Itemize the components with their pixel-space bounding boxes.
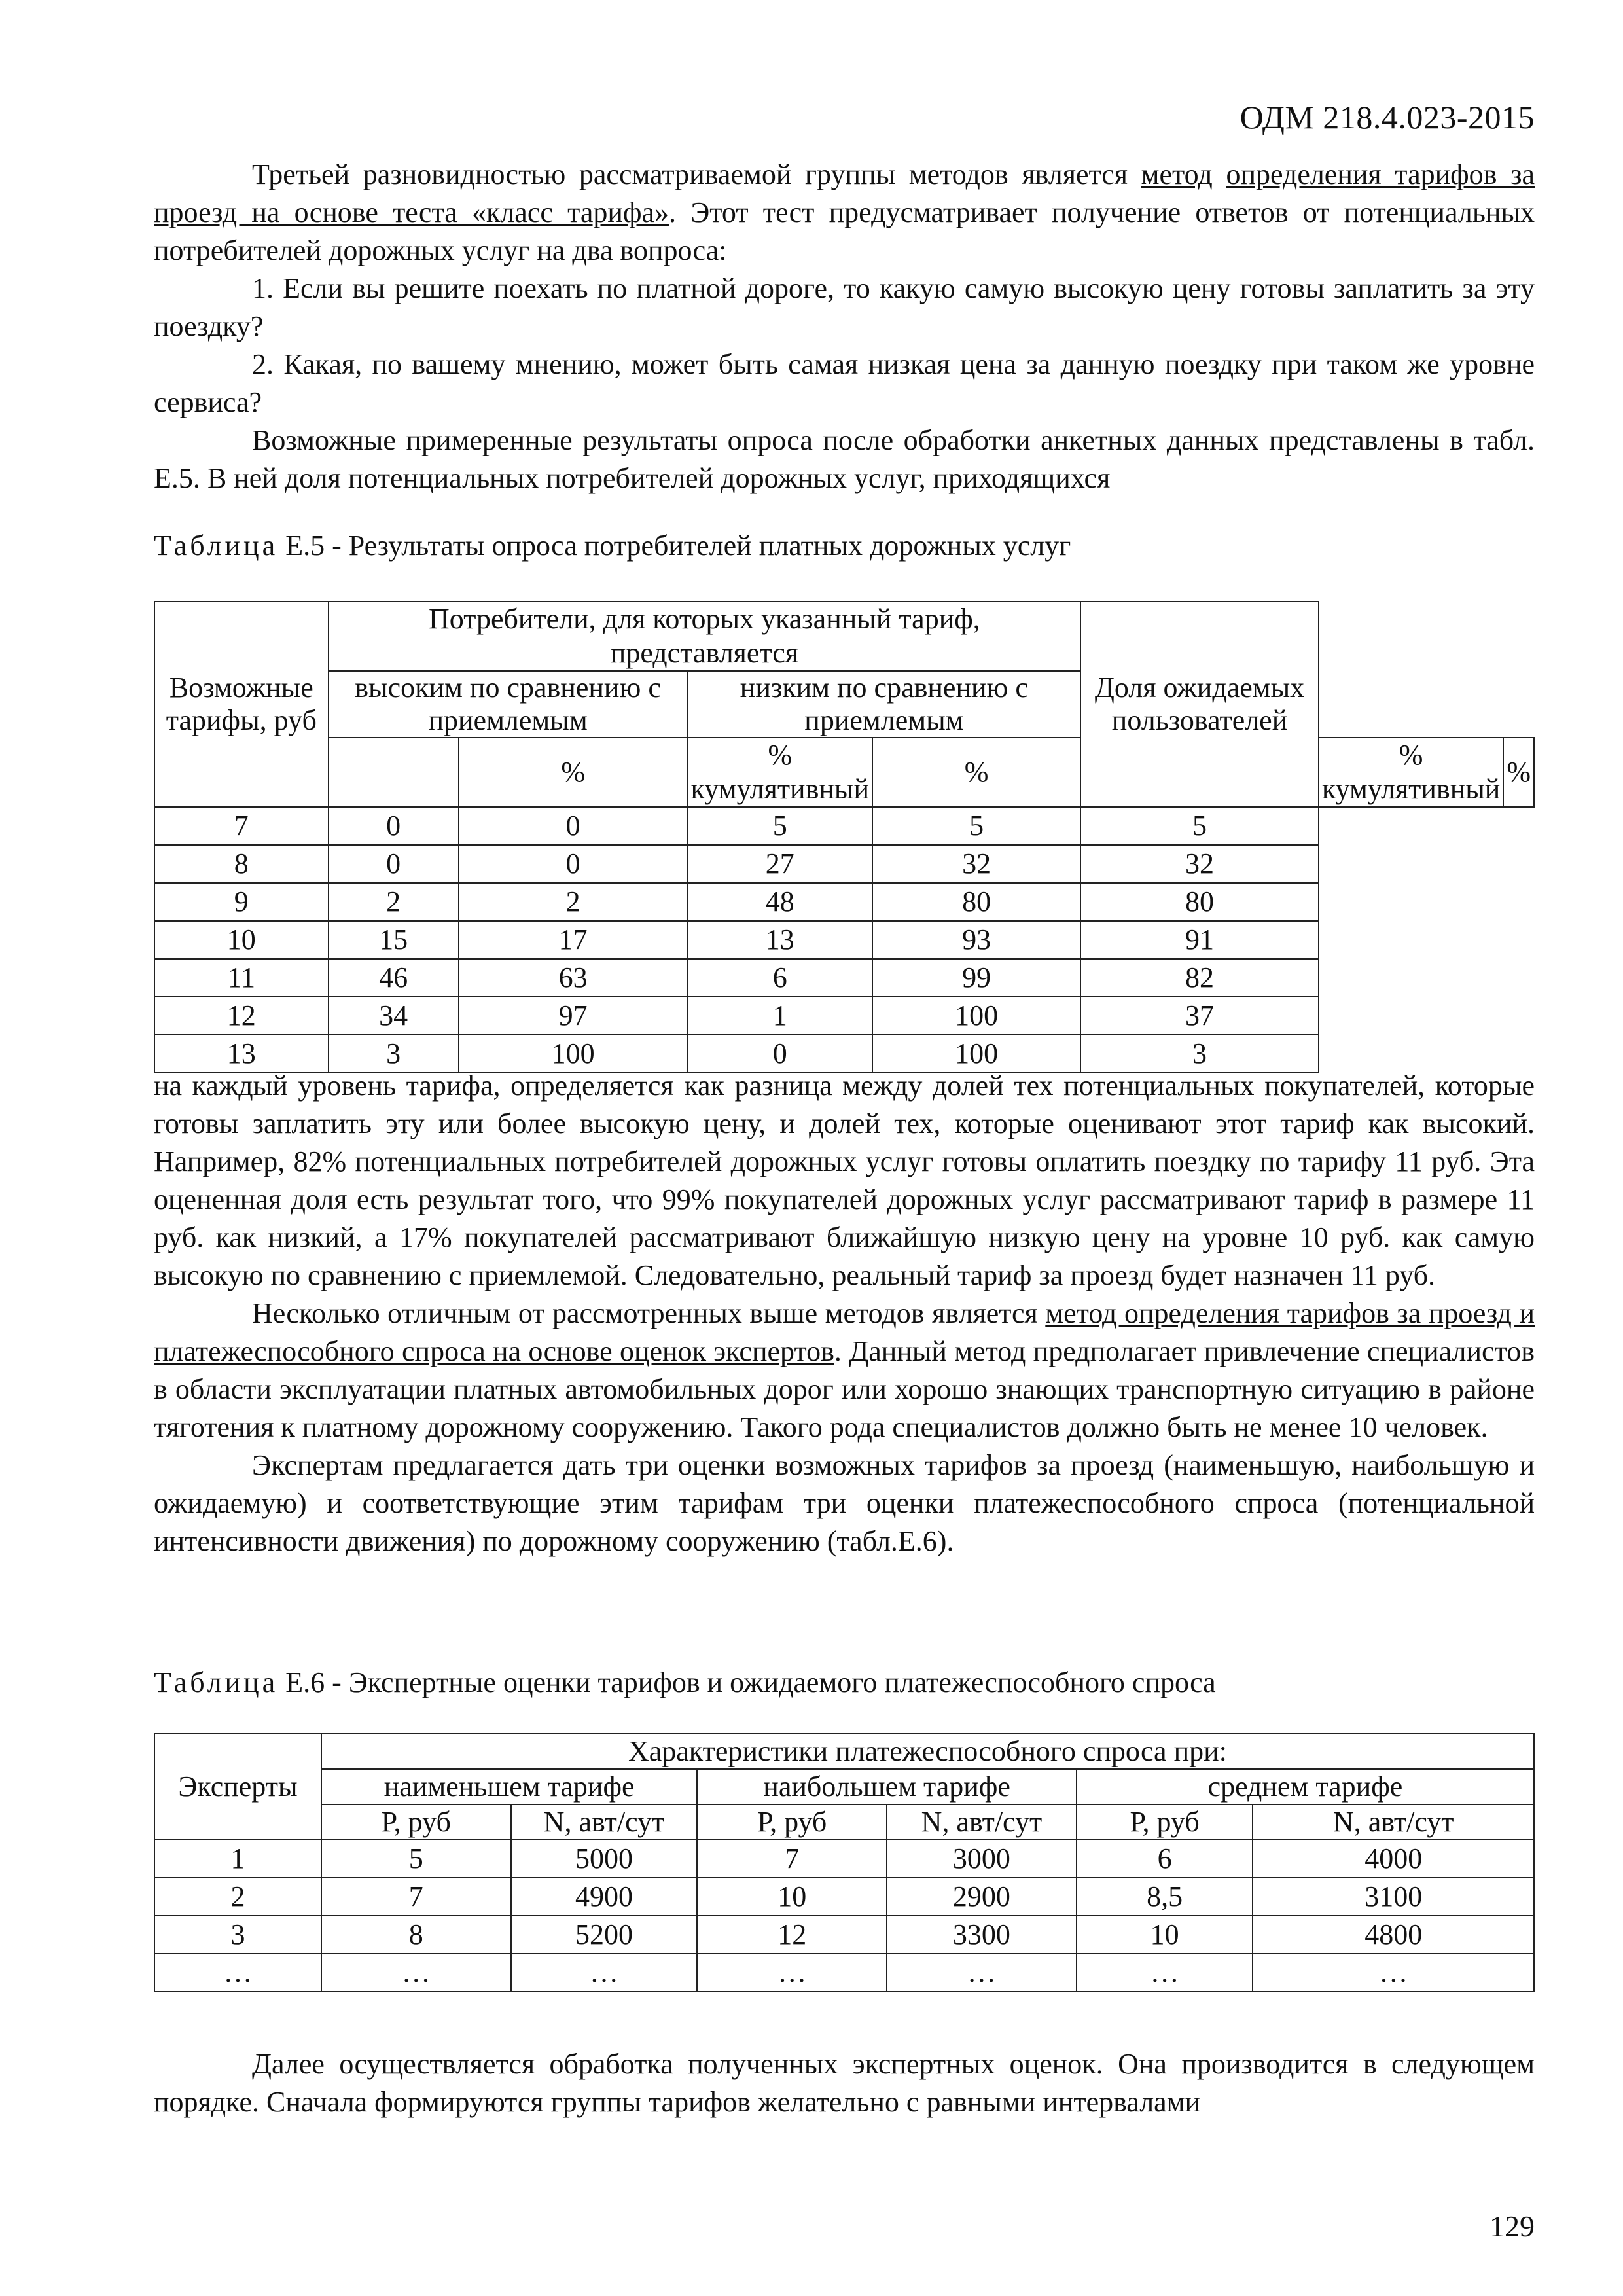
table-cell: 3100 <box>1253 1878 1534 1916</box>
table-e5-row <box>154 959 1534 997</box>
document-code-header: ОДМ 218.4.023-2015 <box>1240 99 1535 135</box>
table-cell: 27 <box>688 845 872 883</box>
header-demand-chars: Характеристики платежеспособного спроса при: <box>321 1734 1534 1769</box>
method-link-underline: метод <box>1141 158 1213 190</box>
table-cell: 32 <box>1080 845 1319 883</box>
table-e6-caption: Таблица Е.6 - Экспертные оценки тарифов и ожидаемого платежеспособного спроса <box>154 1666 1216 1698</box>
table-cell: 10 <box>697 1878 887 1916</box>
header-experts: Эксперты <box>154 1734 321 1840</box>
table-cell: … <box>511 1954 698 1992</box>
table-cell: 2900 <box>887 1878 1077 1916</box>
table-cell: 2 <box>329 883 459 921</box>
table-cell: 80 <box>1080 883 1319 921</box>
header-n-max: N, авт/сут <box>887 1804 1077 1840</box>
table-cell: … <box>321 1954 511 1992</box>
table-e5-caption: Таблица Е.5 - Результаты опроса потребителей платных дорожных услуг <box>154 529 1071 562</box>
header-p-min: Р, руб <box>321 1804 511 1840</box>
table-cell: 100 <box>459 1035 688 1073</box>
table-cell: 2 <box>459 883 688 921</box>
page-number: 129 <box>1489 2210 1535 2243</box>
table-cell: 8,5 <box>1077 1878 1253 1916</box>
paragraph-intro: Третьей разновидностью рассматриваемой группы методов является метод определения тарифов за проезд на основе теста «класс тарифа». Этот тест предусматривает получение ответов от потенциальных потребителей дорожных услуг на два вопроса: <box>154 158 1535 266</box>
table-cell: … <box>697 1954 887 1992</box>
table-cell: 3000 <box>887 1840 1077 1878</box>
table-e6-row <box>154 1916 1534 1954</box>
table-e5 <box>154 601 1535 1073</box>
table-cell: 32 <box>872 845 1080 883</box>
table-cell: 6 <box>688 959 872 997</box>
table-cell: 100 <box>872 1035 1080 1073</box>
table-cell: 9 <box>154 883 329 921</box>
header-tariffs: Возможные тарифы, руб <box>154 601 329 807</box>
question-1: 1. Если вы решите поехать по платной дороге, то какую самую высокую цену готовы заплатить за эту поездку? <box>154 272 1535 342</box>
table-cell: 4000 <box>1253 1840 1534 1878</box>
table-cell: 82 <box>1080 959 1319 997</box>
table-cell: 12 <box>697 1916 887 1954</box>
table-cell: 5 <box>1080 807 1319 845</box>
table-cell: 100 <box>872 997 1080 1035</box>
table-cell: 6 <box>1077 1840 1253 1878</box>
table-cell: 5 <box>872 807 1080 845</box>
header-p-avg: Р, руб <box>1077 1804 1253 1840</box>
table-cell: 11 <box>154 959 329 997</box>
table-e6-row <box>154 1840 1534 1878</box>
table-cell: … <box>154 1954 321 1992</box>
table-e5-row <box>154 883 1534 921</box>
table-cell: 7 <box>154 807 329 845</box>
header-share-pct: % <box>1503 738 1534 807</box>
table-cell: 48 <box>688 883 872 921</box>
header-consumers: Потребители, для которых указанный тариф, представляется <box>329 601 1081 671</box>
table-cell: 10 <box>1077 1916 1253 1954</box>
table-e6 <box>154 1733 1535 1992</box>
intro-text <box>154 156 1535 497</box>
table-cell: 3300 <box>887 1916 1077 1954</box>
header-empty <box>329 738 459 807</box>
table-cell: 4800 <box>1253 1916 1534 1954</box>
table-cell: 5200 <box>511 1916 698 1954</box>
middle-text <box>154 1067 1535 1560</box>
table-cell: 0 <box>329 845 459 883</box>
paragraph-expert-task: Экспертам предлагается дать три оценки возможных тарифов за проезд (наименьшую, наибольшую и ожидаемую) и соответствующие этим тарифам три оценки платежеспособного спроса (потенциальной интенсивности движения) по дорожному сооружению (табл.Е.6). <box>154 1449 1535 1557</box>
table-e6-row <box>154 1878 1534 1916</box>
table-cell: 7 <box>697 1840 887 1878</box>
table-cell: 93 <box>872 921 1080 959</box>
header-low-cum: % кумулятивный <box>1319 738 1503 807</box>
table-cell: 17 <box>459 921 688 959</box>
table-cell: 99 <box>872 959 1080 997</box>
table-cell: … <box>887 1954 1077 1992</box>
table-cell: 1 <box>154 1840 321 1878</box>
paragraph-explanation: на каждый уровень тарифа, определяется как разница между долей тех потенциальных покупателей, которые готовы заплатить эту или более высокую цену, и долей тех, которые оценивают этот тариф как высокий. Например, 82% потенциальных потребителей дорожных услуг готовы оплатить поездку по тарифу 11 руб. Эта оцененная доля есть результат того, что 99% покупателей дорожных услуг рассматривают тариф в размере 11 руб. как низкий, а 17% покупателей рассматривают ближайшую низкую цену на уровне 10 руб. как самую высокую по сравнению с приемлемой. Следовательно, реальный тариф за проезд будет назначен 11 руб. <box>154 1069 1535 1291</box>
header-n-min: N, авт/сут <box>511 1804 698 1840</box>
table-e5-row <box>154 921 1534 959</box>
table-cell: 3 <box>1080 1035 1319 1073</box>
table-cell: 0 <box>459 807 688 845</box>
table-e5-row <box>154 845 1534 883</box>
header-high-cum: % кумулятивный <box>688 738 872 807</box>
table-cell: 97 <box>459 997 688 1035</box>
table-cell: 13 <box>154 1035 329 1073</box>
table-cell: 3 <box>329 1035 459 1073</box>
header-p-max: Р, руб <box>697 1804 887 1840</box>
expert-method-underline: метод определения тарифов за проезд и платежеспособного спроса на основе оценок экспертов <box>154 1297 1535 1367</box>
table-cell: 63 <box>459 959 688 997</box>
method-name-underline: определения тарифов за проезд на основе теста «класс тарифа» <box>154 158 1535 228</box>
table-cell: 80 <box>872 883 1080 921</box>
table-e6-row <box>154 1954 1534 1992</box>
table-cell: 34 <box>329 997 459 1035</box>
closing-text <box>154 2045 1535 2121</box>
table-cell: … <box>1253 1954 1534 1992</box>
table-cell: 5000 <box>511 1840 698 1878</box>
table-cell: 15 <box>329 921 459 959</box>
table-cell: 13 <box>688 921 872 959</box>
table-cell: 4900 <box>511 1878 698 1916</box>
table-cell: 8 <box>154 845 329 883</box>
header-share: Доля ожидаемых пользователей <box>1080 601 1319 807</box>
table-cell: 7 <box>321 1878 511 1916</box>
table-cell: 12 <box>154 997 329 1035</box>
table-cell: 0 <box>459 845 688 883</box>
table-cell: 10 <box>154 921 329 959</box>
header-low-pct: % <box>872 738 1080 807</box>
header-min-tariff: наименьшем тарифе <box>321 1769 697 1804</box>
table-cell: 0 <box>329 807 459 845</box>
table-cell: 2 <box>154 1878 321 1916</box>
header-avg-tariff: среднем тарифе <box>1077 1769 1534 1804</box>
table-cell: 91 <box>1080 921 1319 959</box>
paragraph-expert-method: Несколько отличным от рассмотренных выше методов является метод определения тарифов за проезд и платежеспособного спроса на основе оценок экспертов. Данный метод предполагает привлечение специалистов в области эксплуатации платных автомобильных дорог или хорошо знающих транспортную ситуацию в районе тяготения к платному дорожному сооружению. Такого рода специалистов должно быть не менее 10 человек. <box>154 1297 1535 1443</box>
table-cell: … <box>1077 1954 1253 1992</box>
table-cell: 46 <box>329 959 459 997</box>
header-high-pct: % <box>459 738 688 807</box>
header-max-tariff: наибольшем тарифе <box>697 1769 1076 1804</box>
table-cell: 5 <box>321 1840 511 1878</box>
table-cell: 3 <box>154 1916 321 1954</box>
table-cell: 8 <box>321 1916 511 1954</box>
header-n-avg: N, авт/сут <box>1253 1804 1534 1840</box>
header-high: высоким по сравнению с приемлемым <box>329 671 688 738</box>
table-e5-row <box>154 807 1534 845</box>
table-cell: 0 <box>688 1035 872 1073</box>
paragraph-results-intro: Возможные примеренные результаты опроса после обработки анкетных данных представлены в табл. Е.5. В ней доля потенциальных потребителей дорожных услуг, приходящихся <box>154 424 1535 494</box>
table-cell: 5 <box>688 807 872 845</box>
table-e5-row <box>154 997 1534 1035</box>
header-low: низким по сравнению с приемлемым <box>688 671 1081 738</box>
table-cell: 37 <box>1080 997 1319 1035</box>
paragraph-processing: Далее осуществляется обработка полученных экспертных оценок. Она производится в следующем порядке. Сначала формируются группы тарифов желательно с равными интервалами <box>154 2048 1535 2118</box>
question-2: 2. Какая, по вашему мнению, может быть самая низкая цена за данную поездку при таком же уровне сервиса? <box>154 348 1535 418</box>
table-cell: 1 <box>688 997 872 1035</box>
